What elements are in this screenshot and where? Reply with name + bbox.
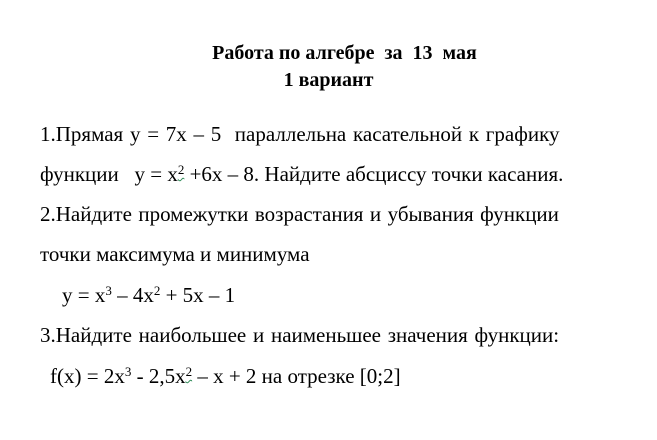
task1-rest-text: +6x – 8. Найдите абсциссу точки касания.	[184, 162, 564, 186]
task2-exponent-3: 3	[105, 283, 112, 298]
task2-formula-part1: y = x	[62, 283, 106, 307]
task3-formula-part3: – x + 2 на отрезке [0;2]	[192, 364, 401, 388]
task1-line2	[40, 162, 563, 186]
task3-exponent-2: 2	[185, 364, 193, 379]
task2-exponent-2: 2	[153, 283, 161, 298]
document-title: Работа по алгебре за 13 мая	[212, 42, 477, 64]
task1-function-text: функции y = x	[40, 162, 178, 186]
task3-line1: 3.Найдите наибольшее и наименьшее значения функции:	[40, 323, 560, 347]
task3-formula	[50, 364, 401, 388]
task3-formula-part1: f(x) = 2x	[50, 364, 125, 388]
task2-formula-part2: – 4x	[111, 283, 154, 307]
task3-formula-part2: - 2,5x	[131, 364, 186, 388]
task1-exponent: 2	[177, 162, 185, 177]
task2-formula	[62, 283, 235, 307]
task1-line1: 1.Прямая y = 7x – 5 параллельна касательной к графику	[40, 122, 560, 146]
task2-line2: точки максимума и минимума	[40, 242, 310, 266]
task3-exponent-3: 3	[124, 364, 132, 379]
task2-formula-part3: + 5x – 1	[160, 283, 236, 307]
variant-subtitle: 1 вариант	[283, 69, 374, 91]
task2-line1: 2.Найдите промежутки возрастания и убывания функции	[40, 202, 559, 226]
